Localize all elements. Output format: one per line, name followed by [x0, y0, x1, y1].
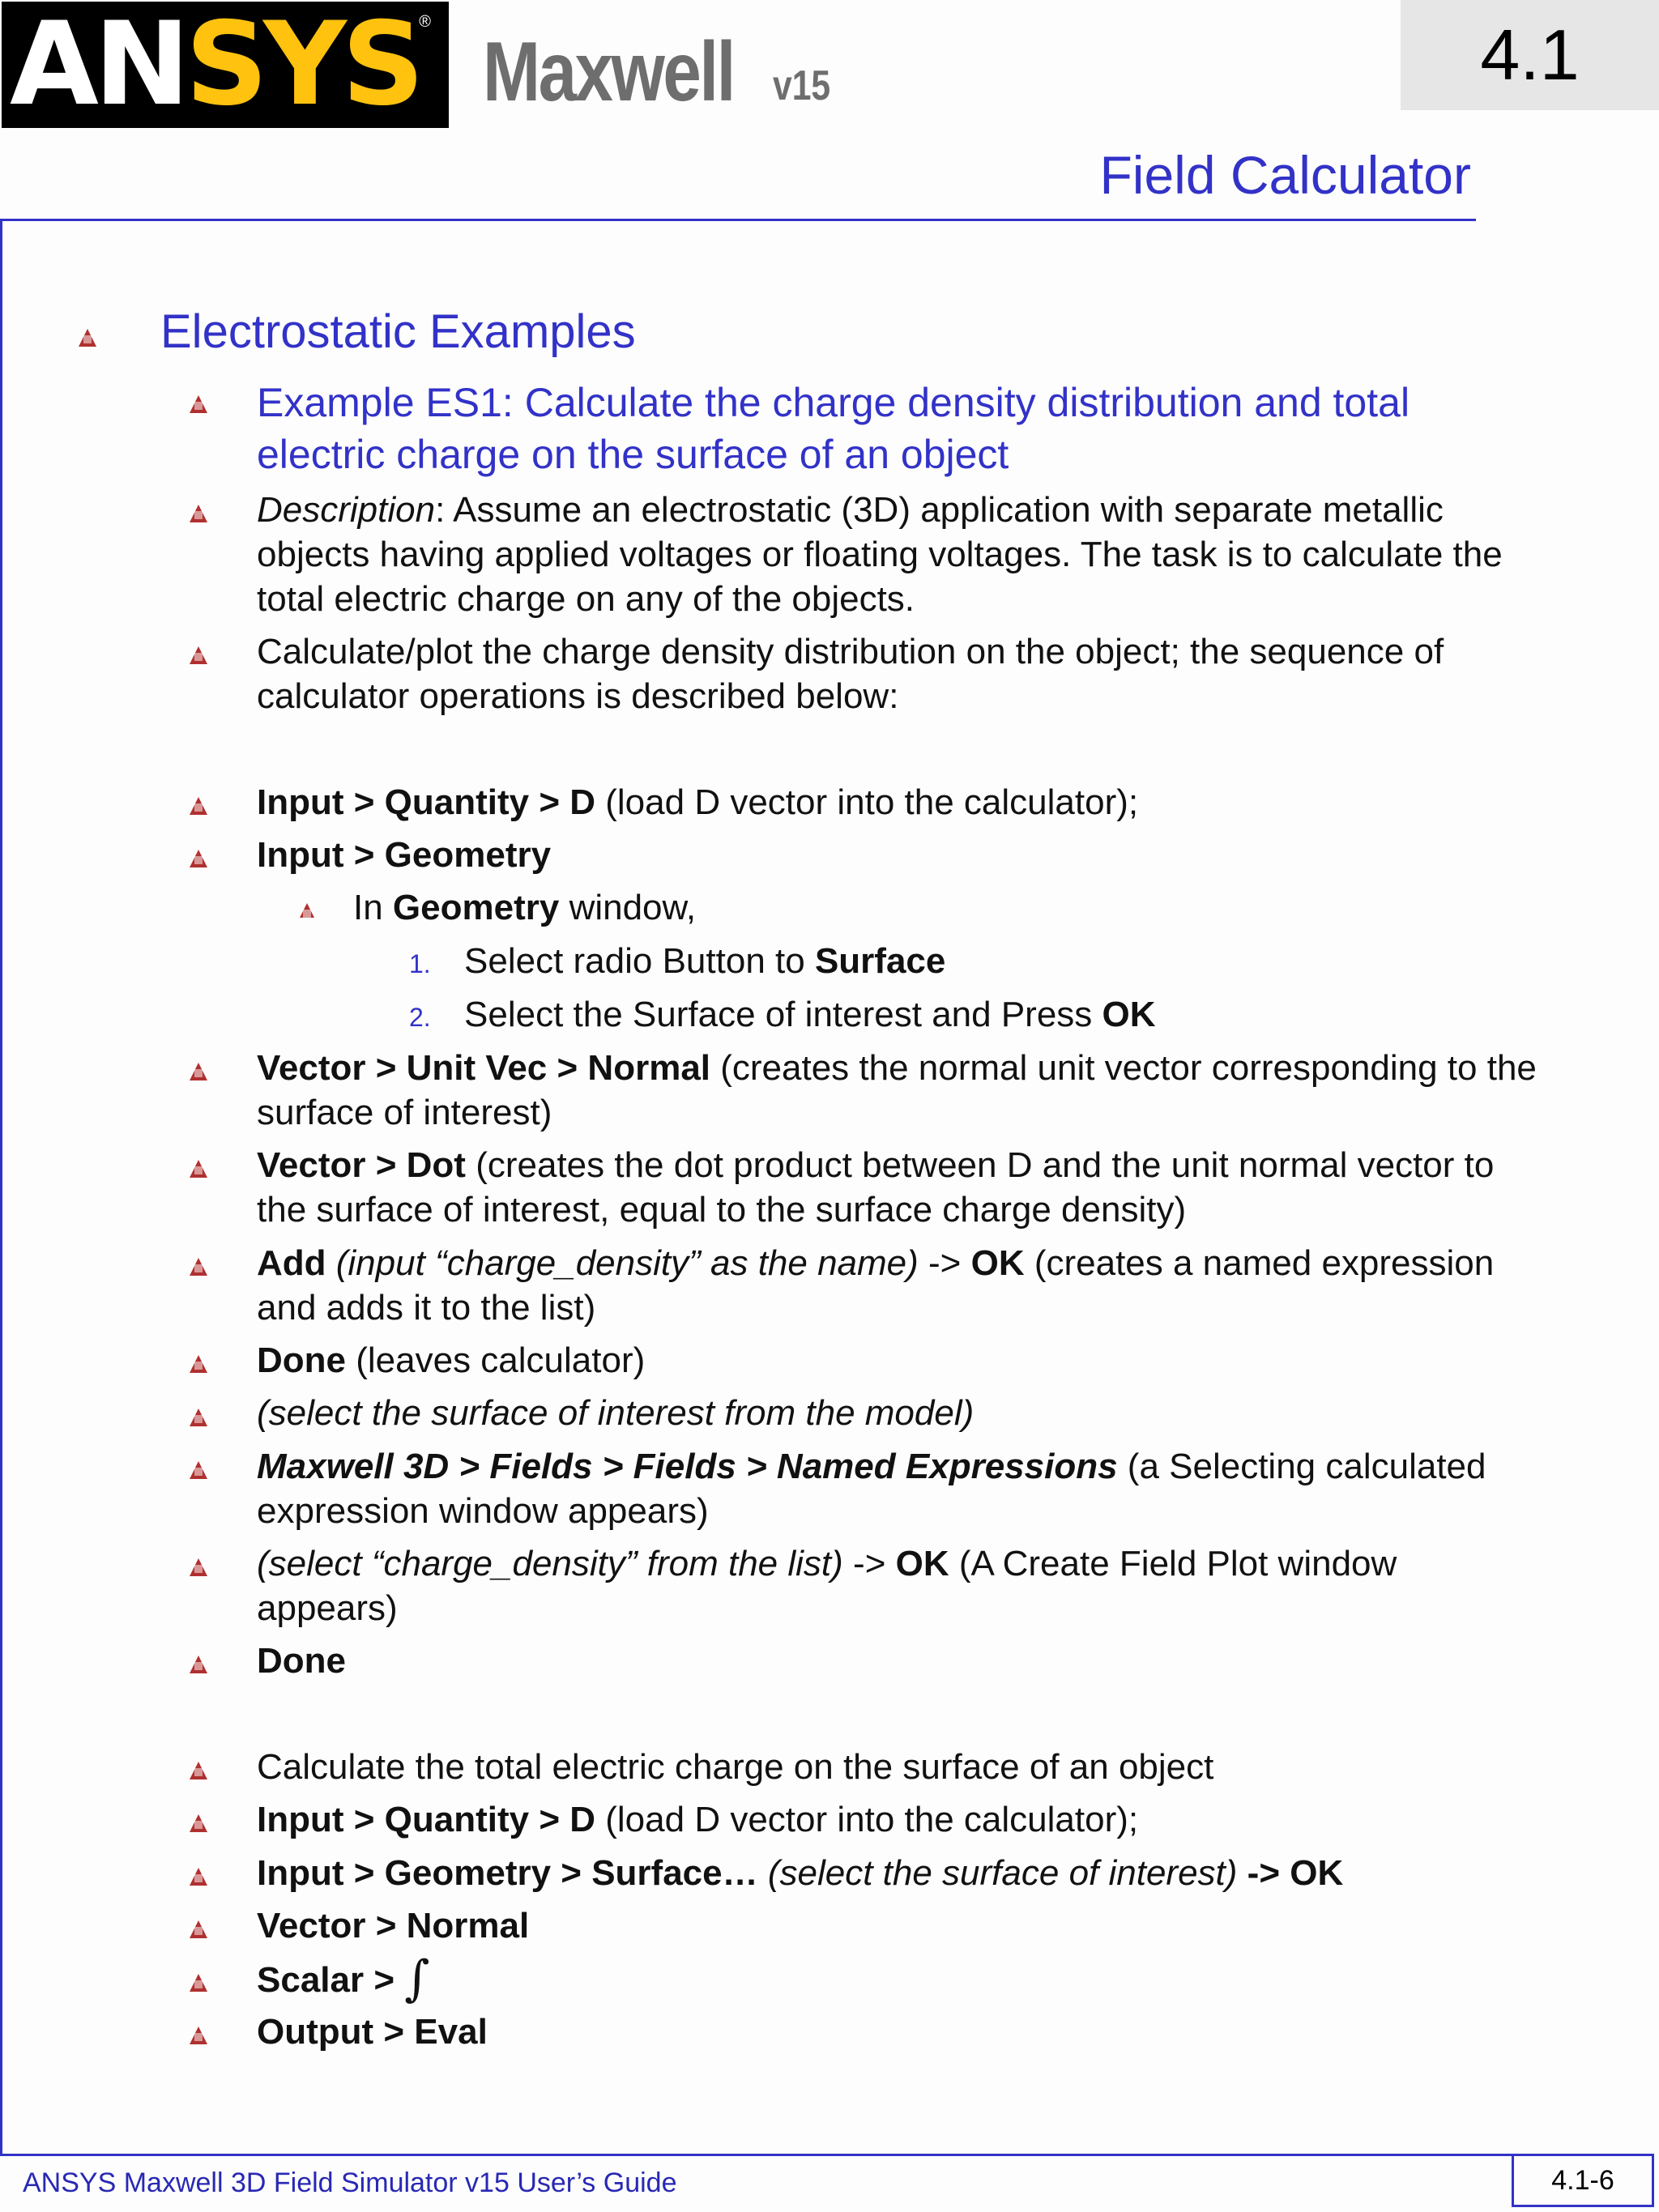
bullet-icon: [79, 329, 96, 347]
total-input-geometry-surface: Input > Geometry > Surface… (select the surface of interest) -> OK: [257, 1853, 1344, 1893]
total-scalar-integral: Scalar > ∫: [257, 1950, 430, 2007]
bullet-icon: [190, 1063, 207, 1080]
product-name: Maxwell v15: [483, 25, 831, 119]
product-version: v15: [773, 62, 831, 109]
bottom-rule: [0, 2154, 1512, 2156]
step-select-surface-ok: Select the Surface of interest and Press OK: [464, 995, 1156, 1034]
bullet-icon: [190, 1762, 207, 1779]
bullet-icon: [190, 1868, 207, 1886]
registered-mark: ®: [419, 13, 431, 31]
step-named-expressions-line2: expression window appears): [257, 1491, 709, 1531]
step-dot-line1: Vector > Dot (creates the dot product between D and the unit normal vector to: [257, 1145, 1495, 1185]
step-add-line1: Add (input “charge_density” as the name) -> OK (creates a named expression: [257, 1243, 1495, 1283]
example-title-line2: electric charge on the surface of an object: [257, 432, 1009, 477]
bullet-icon: [190, 646, 207, 664]
bullet-icon: [190, 1814, 207, 1832]
bullet-icon: [190, 1160, 207, 1178]
step-select-charge-density-line1: (select “charge_density” from the list) -> OK (A Create Field Plot window: [257, 1544, 1397, 1583]
bullet-icon: [190, 850, 207, 867]
total-output-eval: Output > Eval: [257, 2012, 488, 2052]
ansys-logo: [2, 0, 449, 131]
total-input-quantity: Input > Quantity > D (load D vector into the calculator);: [257, 1800, 1139, 1839]
step-input-quantity: Input > Quantity > D (load D vector into the calculator);: [257, 782, 1139, 822]
step-geometry-window: In Geometry window,: [353, 888, 697, 927]
bullet-icon: [190, 1461, 207, 1479]
bullet-icon: [190, 1558, 207, 1576]
bullet-icon: [190, 1409, 207, 1426]
step-input-geometry: Input > Geometry: [257, 835, 552, 875]
left-rule: [0, 219, 2, 2156]
example-title-line1: Example ES1: Calculate the charge density distribution and total: [257, 380, 1410, 425]
bullet-icon: [190, 505, 207, 522]
step-unit-normal-line2: surface of interest): [257, 1093, 552, 1132]
logo-wordmark: ANSYS: [10, 0, 420, 131]
bullet-icon: [190, 1355, 207, 1373]
description-line1: Description: Assume an electrostatic (3D) application with separate metallic: [257, 490, 1444, 530]
page-number: 4.1-6: [1512, 2154, 1654, 2207]
section-title: Field Calculator: [1099, 145, 1471, 205]
integral-symbol: ∫: [404, 1950, 430, 2007]
total-vector-normal: Vector > Normal: [257, 1906, 530, 1946]
bullet-icon: [190, 2027, 207, 2044]
list-number: 1.: [409, 949, 431, 978]
description-line3: total electric charge on any of the objects.: [257, 579, 915, 619]
list-number: 2.: [409, 1003, 431, 1032]
description-line2: objects having applied voltages or floating voltages. The task is to calculate the: [257, 535, 1503, 574]
step-unit-normal-line1: Vector > Unit Vec > Normal (creates the normal unit vector corresponding to the: [257, 1048, 1537, 1088]
step-done-leave: Done (leaves calculator): [257, 1340, 646, 1380]
footer-guide-title: ANSYS Maxwell 3D Field Simulator v15 User’s Guide: [23, 2167, 677, 2198]
step-add-line2: and adds it to the list): [257, 1288, 596, 1328]
bullet-icon: [190, 1920, 207, 1938]
step-dot-line2: the surface of interest, equal to the surface charge density): [257, 1190, 1187, 1230]
bullet-icon: [300, 903, 314, 918]
section-heading: Electrostatic Examples: [160, 305, 636, 358]
bullet-icon: [190, 1974, 207, 1992]
step-named-expressions-line1: Maxwell 3D > Fields > Fields > Named Expressions (a Selecting calculated: [257, 1447, 1486, 1486]
plot-intro-line1: Calculate/plot the charge density distribution on the object; the sequence of: [257, 632, 1444, 671]
plot-intro-line2: calculator operations is described below:: [257, 676, 899, 716]
chapter-number: 4.1: [1401, 0, 1659, 110]
bullet-icon: [190, 797, 207, 815]
step-select-surface-model: (select the surface of interest from the model): [257, 1393, 975, 1433]
bullet-icon: [190, 1258, 207, 1276]
bullet-icon: [190, 395, 207, 413]
step-select-charge-density-line2: appears): [257, 1588, 398, 1628]
step-select-surface-radio: Select radio Button to Surface: [464, 941, 946, 981]
top-rule: [0, 219, 1476, 221]
total-charge-intro: Calculate the total electric charge on the surface of an object: [257, 1747, 1214, 1787]
bullet-icon: [190, 1656, 207, 1673]
step-done: Done: [257, 1641, 346, 1681]
